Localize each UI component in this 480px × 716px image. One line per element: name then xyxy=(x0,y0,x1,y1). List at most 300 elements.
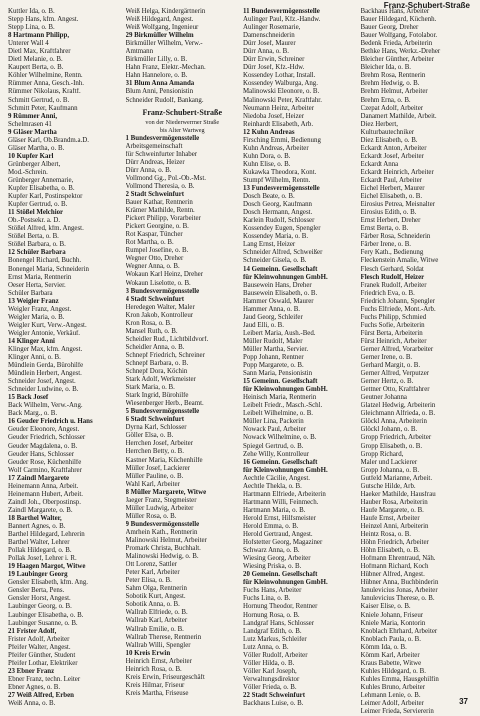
directory-entry: Weiß Anna, o. B. xyxy=(8,700,56,708)
directory-entry: Fleckenstein Amalie, Witwe xyxy=(360,257,439,265)
directory-entry: Kuhn Dora, o. B. xyxy=(243,152,291,160)
directory-entry: Gläser Karl, Ob.Brandm.a.D. xyxy=(8,136,89,144)
directory-entry: Kupfer Karl, Postinspektor xyxy=(8,193,83,201)
directory-entry: Hauber Rosa, Arbeiterin xyxy=(360,498,428,506)
directory-entry: Eckardt Anton, Arbeiter xyxy=(360,144,427,152)
directory-entry: Leibelt Friedr., Masch.-Schl. xyxy=(243,402,323,410)
directory-entry: Bauer Kathar, Rentnerin xyxy=(125,199,193,207)
directory-entry: Heinzel Anni, Arbeiterin xyxy=(360,523,429,530)
directory-entry: Hartmann Willi, Feinmech. xyxy=(243,498,319,506)
directory-entry: Dürr Anna, o. B. xyxy=(243,48,289,56)
directory-entry: Jaud Elli, o. B. xyxy=(243,321,284,329)
directory-entry: Landgraf Hans, Schlosser xyxy=(243,619,314,627)
directory-entry: Spiegel Gertrud, o. B. xyxy=(243,442,304,450)
directory-entry: Amrhein Kath., Rentnerin xyxy=(125,528,198,536)
street-subheading: bis Alter Wartweg xyxy=(159,126,205,134)
directory-entry: Gutsche Hilde, Arb. xyxy=(360,482,416,490)
directory-entry: Rumpel Josefine, o. B. xyxy=(125,247,189,255)
directory-entry: Zehe Willy, Kontrolleur xyxy=(243,450,309,458)
directory-entry: Lang Ernst, Heizer xyxy=(243,241,296,249)
column-4 xyxy=(361,8,475,716)
house-number-heading: 8 Hartmann Philipp, xyxy=(8,32,70,40)
directory-entry: Hartmann Maria, o. B. xyxy=(243,506,306,514)
directory-entry: Wallrab Willi, Spengler xyxy=(125,641,191,649)
directory-entry: Jaud Georg, Schleifer xyxy=(243,313,303,321)
directory-entry: Franek Rudolf, Arbeiter xyxy=(360,281,427,289)
directory-entry: Gensler Horst, Angest. xyxy=(8,595,71,603)
directory-entry: Backhaus Hans, Arbeiter xyxy=(360,8,430,15)
directory-entry: Bedenk Frieda, Arbeiterin xyxy=(360,40,433,48)
directory-entry: Stößel Berta, o. B. xyxy=(8,233,59,241)
directory-entry: Geuder Magdalena, o. B. xyxy=(8,442,78,450)
house-number-heading: 13 Fundesvermögensstelle xyxy=(243,185,320,193)
directory-entry: Weigler Antonie, Verkäuf. xyxy=(8,329,81,337)
directory-entry: Höhn Friedrich, Arbeiter xyxy=(360,539,429,547)
directory-entry: Unterer Wall 4 xyxy=(8,40,49,48)
house-number-heading: 15 Gemeinn. Gesellschaft xyxy=(243,378,318,386)
directory-entry: Weigler Maria, o. B. xyxy=(8,313,65,321)
directory-entry: Krämer Mathilde, Rentn. xyxy=(125,207,195,215)
directory-entry: Wallrab Therese, Rentnerin xyxy=(125,633,202,641)
directory-entry: Birkmüller Wilhelm, Verw.- xyxy=(125,40,203,48)
directory-entry: Glatzel Hedwig, Arbeiterin xyxy=(360,402,436,410)
directory-entry: Brehm Erna, o. B. xyxy=(360,96,411,104)
directory-entry: Wiesing Priska, o. B. xyxy=(243,563,302,571)
directory-entry: Schneider Alfred, Schweißer xyxy=(243,249,323,257)
directory-entry: Backhaus Luise, o. B. xyxy=(243,700,304,708)
directory-entry: Gerhard Margit, o. B. xyxy=(360,362,421,370)
directory-entry: Weigler Kurt, Verw.-Angest. xyxy=(8,321,87,329)
directory-entry: Barthel Hildegard, Lehrerin xyxy=(8,531,85,539)
directory-entry: Sobotik Anna, o. B. xyxy=(125,601,180,609)
directory-entry: Kniele Johann, Friseur xyxy=(360,611,424,619)
directory-entry: Göller Elsa, o. B. xyxy=(125,432,174,440)
directory-entry: Ernst Herbert, Dreher xyxy=(360,217,421,225)
directory-entry: Wallrab Karl, Arbeiter xyxy=(125,617,188,625)
directory-entry: Ebner Agnes, o. B. xyxy=(8,683,61,691)
directory-entry: Schüler Barbara xyxy=(8,289,53,297)
directory-entry: Mündlein Gerda, Bürohilfe xyxy=(8,362,84,370)
directory-entry: Kreis Erwin, Friseurgeschäft xyxy=(125,673,205,681)
directory-entry: Birkmüller Lilly, o. B. xyxy=(125,56,188,64)
directory-entry: Nowack Paul, Arbeiter xyxy=(243,426,306,434)
directory-entry: Aechtle Cäcilie, Angest. xyxy=(243,474,310,482)
directory-entry: Fuchs Elfriede, Mont.-Arb. xyxy=(360,305,436,313)
house-number-heading: 9 Gläser Martha xyxy=(8,128,57,136)
directory-entry: Peter Elisa, o. B. xyxy=(125,577,172,585)
directory-entry: Oeser Herta, Servier. xyxy=(8,281,66,289)
directory-entry: Müller Josef, Lackierer xyxy=(125,464,190,472)
house-number-heading: Flesch Rudolf, Heizer xyxy=(360,273,425,281)
house-number-heading: 22 Stadt Schweinfurt xyxy=(243,691,306,699)
directory-entry: Brehm Helmut, Arbeiter xyxy=(360,88,428,96)
directory-entry: Fürst Heinrich, Arbeiter xyxy=(360,337,427,345)
directory-entry: Aulinger Rosemarie, xyxy=(243,24,301,32)
directory-entry: Niedoba Josef, Heizer xyxy=(243,112,305,120)
directory-entry: Schneider Gisela, o. B. xyxy=(243,257,307,265)
directory-entry: Rümmer Nikolaus, Kraftf. xyxy=(8,88,81,96)
directory-entry: Ernst Berta, o. B. xyxy=(360,225,409,233)
directory-entry: Schnepf Friedrich, Schreiner xyxy=(125,351,205,359)
directory-entry: Lehmann Lenie, o. B. xyxy=(360,691,421,699)
directory-entry: Stepp Lina, o. B. xyxy=(8,24,55,32)
house-number-heading: 13 Weigler Franz xyxy=(8,297,59,305)
directory-entry: Stößel Barbara, o. B. xyxy=(8,241,66,249)
directory-entry: Weiß Wolfgang, Ingenieur xyxy=(125,24,199,32)
directory-entry: Kniele Maria, Kontorin xyxy=(360,619,426,627)
directory-entry: Bauer Wolfgang, Fotolabor. xyxy=(360,32,438,40)
directory-entry: Müller Lina, Packerin xyxy=(243,418,304,426)
directory-entry: Firsching Emmi, Bedienung xyxy=(243,136,321,144)
directory-entry: Heredegen Walter, Maler xyxy=(125,303,195,311)
directory-entry: Barthel Walter, Lehrer xyxy=(8,539,70,547)
directory-entry: Grünberger Albert, xyxy=(8,160,61,168)
house-number-heading: 5 Bundesvermögensstelle xyxy=(125,408,200,416)
directory-entry: Aulinger Paul, Kfz.-Handw. xyxy=(243,16,321,24)
directory-entry: Stark Ingrid, Bürohilfe xyxy=(125,392,189,400)
directory-entry: Wolf Carmino, Kraftfahrer xyxy=(8,466,82,474)
directory-entry: Landgraf Edith, o. B. xyxy=(243,627,302,635)
directory-entry: Eichel Herbert, Maurer xyxy=(360,185,425,193)
house-number-heading: 21 Frister Adolf, xyxy=(8,627,57,635)
directory-entry: Arbeitsgemeinschaft xyxy=(125,142,183,150)
directory-entry: Ob.-Postsekr. a. D. xyxy=(8,217,61,225)
directory-entry: Eirosius Petrea, Meisnalter xyxy=(360,201,435,209)
column-2 xyxy=(126,8,240,716)
house-number-heading: 20 Gemeinn. Gesellschaft xyxy=(243,571,318,579)
directory-entry: Malinowski Eleonore, o. B. xyxy=(243,88,320,96)
column-1 xyxy=(8,8,122,716)
directory-entry: Geuder Hans, Schlosser xyxy=(8,450,75,458)
directory-entry: Rümmer Anna, Gesch.-Inh. xyxy=(8,80,84,88)
directory-entry: Dürr Josef, Maurer xyxy=(243,40,296,48)
directory-entry: Laubinger Susanne, o. B. xyxy=(8,619,78,627)
house-number-heading: 8 Müller Margarete, Witwe xyxy=(125,488,207,496)
directory-entry: Schmitt Gertrud, o. B. xyxy=(8,96,70,104)
house-number-heading: 31 Blum Anna Amanda xyxy=(125,80,195,88)
directory-entry: Färber Rosa, Schneiderin xyxy=(360,233,431,241)
directory-entry: Völler Karl Joseph, xyxy=(243,667,297,675)
directory-entry: Bannert Agnes, o. B. xyxy=(8,523,66,530)
page-number: 37 xyxy=(459,697,468,706)
house-number-heading: 10 Kreis Erwin xyxy=(125,649,171,657)
directory-entry: Danamert Mathilde, Arbeit. xyxy=(360,112,437,120)
directory-entry: Wiesenberger Herb., Beamt. xyxy=(125,400,204,408)
directory-entry: Haufe Margarete, o. B. xyxy=(360,506,424,514)
directory-entry: Lutz Anna, o. B. xyxy=(243,643,289,651)
directory-entry: Bonengel Maria, Schneiderin xyxy=(8,265,89,273)
directory-entry: Wegner Otto, Dreher xyxy=(125,255,184,263)
directory-entry: Ebner Franz, techn. Leiter xyxy=(8,675,81,683)
directory-entry: Ernst Maria, Rentnerin xyxy=(8,273,72,281)
directory-entry: Kömm Ida, o. B. xyxy=(360,643,407,651)
directory-entry: Kron Rosa, o. B. xyxy=(125,319,172,327)
directory-entry: Müller Ludwig, Arbeiter xyxy=(125,504,194,512)
directory-entry: Amtmann xyxy=(125,48,154,56)
directory-entry: Hornung Rosa, o. B. xyxy=(243,611,300,619)
directory-entry: Geuder Eleonore, Angest. xyxy=(8,426,80,434)
running-head: Franz-Schubert-Straße xyxy=(383,1,470,10)
house-number-heading: für Kleinwohnungen GmbH. xyxy=(243,466,328,474)
directory-entry: Schneider Josef, Angest. xyxy=(8,378,76,386)
directory-entry: Haeker Mathilde, Hausfrau xyxy=(360,490,436,498)
directory-entry: Pickert Philipp, Vorarbeiter xyxy=(125,215,201,223)
house-number-heading: 14 Klinger Anni xyxy=(8,337,55,345)
directory-entry: Mansel Ruth, o. B. xyxy=(125,327,178,335)
directory-entry: Wallrab Emilie, o. B. xyxy=(125,625,184,633)
directory-entry: Zaindl Margarete, o. B. xyxy=(8,506,73,514)
directory-entry: Hammer Oswald, Maurer xyxy=(243,297,314,305)
directory-entry: Gerner Irene, o. B. xyxy=(360,354,413,362)
directory-entry: Pfeifer Lothar, Elektriker xyxy=(8,659,78,667)
directory-entry: Kossendey Maria, o. B. xyxy=(243,233,309,241)
directory-entry: Völler Rudolf, Arbeiter xyxy=(243,651,308,659)
directory-entry: Völler Frieda, o. B. xyxy=(243,683,297,691)
house-number-heading: 10 Kupfer Karl xyxy=(8,152,54,160)
directory-entry: Kuhn Andreas, Arbeiter xyxy=(243,144,309,152)
house-number-heading: 11 Bundesvermögensstelle xyxy=(243,8,320,15)
directory-entry: Vollmond Theresia, o. B. xyxy=(125,182,195,190)
directory-entry: Jaeger Franz, Stegmeister xyxy=(125,496,197,504)
directory-entry: Herold Ernst, Hilfsmeister xyxy=(243,514,316,522)
directory-entry: Malinowski Peter, Kraftfahr. xyxy=(243,96,322,104)
directory-entry: Dosch Beate, o. B. xyxy=(243,193,295,201)
directory-entry: Gleichmann Alfrieda, o. B. xyxy=(360,410,436,418)
directory-entry: Blum Anni, Pensionistin xyxy=(125,88,194,96)
house-number-heading: 19 Haagen Margot, Witwe xyxy=(8,563,86,571)
directory-entry: Kreis Hilmar, Friseur xyxy=(125,681,185,689)
directory-entry: Schmitt Peter, Kaufmann xyxy=(8,104,78,112)
directory-entry: Gettner Otto, Kraftfahrer xyxy=(360,386,430,394)
directory-entry: Kulturbautechniker xyxy=(360,128,415,136)
directory-entry: Kuhn Elise, o. B. xyxy=(243,160,291,168)
house-number-heading: 18 Barthel Walter, xyxy=(8,514,62,522)
directory-entry: Zaindl Joh., Oberpostinsp. xyxy=(8,498,81,506)
directory-entry: Kaiser Elise, o. B. xyxy=(360,603,411,611)
directory-entry: Aechtle Thekla, o. B. xyxy=(243,482,302,490)
directory-entry: Gropp Johanna, o. B. xyxy=(360,466,420,474)
directory-entry: Maler und Lackierer xyxy=(360,458,418,466)
directory-entry: Glöckl Johann, o. B. xyxy=(360,426,418,434)
directory-entry: Haufe Ernst, Arbeiter xyxy=(360,514,420,522)
directory-entry: Kossendey Eugen, Spengler xyxy=(243,225,321,233)
house-number-heading: 9 Rümmer Anni, xyxy=(8,112,58,120)
directory-entry: Wahl Karl, Arbeiter xyxy=(125,480,180,488)
directory-entry: Gerner Alfred, Verputzer xyxy=(360,370,430,378)
directory-entry: Kastner Maria, Küchenhilfe xyxy=(125,456,203,464)
directory-entry: Fuchs Lina, o. B. xyxy=(243,595,291,603)
directory-entry: Karlein Rudolf, Schlosser xyxy=(243,217,315,225)
directory-entry: Hammer Anna, o. B. xyxy=(243,305,301,313)
directory-entry: Müller Rosa, o. B. xyxy=(125,512,177,520)
directory-entry: Back Marg., o. B. xyxy=(8,410,58,418)
directory-entry: Müller Pauline, o. B. xyxy=(125,472,184,480)
directory-entry: Dürr Andreas, Heizer xyxy=(125,158,185,166)
directory-entry: Geuder Friedrich, Schlosser xyxy=(8,434,86,442)
directory-entry: Kaupert Berta, o. B. xyxy=(8,64,64,72)
directory-entry: Bauer Hildegard, Küchenh. xyxy=(360,16,437,24)
directory-entry: Nowack Wilhelmine, o. B. xyxy=(243,434,317,442)
directory-entry: Rot Martha, o. B. xyxy=(125,239,174,247)
house-number-heading: 16 Gemeinn. Gesellschaft xyxy=(243,458,318,466)
directory-entry: Fürst Berta, Arbeiterin xyxy=(360,329,423,337)
directory-entry: Laubinger Georg, o. B. xyxy=(8,603,72,611)
directory-entry: Kuhles Hildegard, o. B. xyxy=(360,667,426,675)
directory-entry: Hofmann Richard, Koch xyxy=(360,563,429,571)
directory-entry: Herold Emma, o. B. xyxy=(243,523,299,530)
directory-entry: Brehm Hedwig, o. B. xyxy=(360,80,420,88)
directory-entry: Gensler Elisabeth, kfm. Ang. xyxy=(8,579,88,587)
directory-entry: Leimer Adolf, Arbeiter xyxy=(360,700,424,708)
directory-entry: Eckardt Josef, Arbeiter xyxy=(360,152,424,160)
directory-entry: Gläser Martha, o. B. xyxy=(8,144,65,152)
directory-entry: Damenschneiderin xyxy=(243,32,295,40)
directory-entry: Färber Irene, o. B. xyxy=(360,241,412,249)
house-number-heading: für Kleinwohnungen GmbH. xyxy=(243,579,328,587)
directory-entry: Brehm Rosa, Rentnerin xyxy=(360,72,426,80)
directory-entry: Gensler Berta, Pens. xyxy=(8,587,65,595)
directory-entry: Heinrich Ernst, Arbeiter xyxy=(125,657,192,665)
directory-entry: Janulevicius Therese, o. B. xyxy=(360,595,435,603)
house-number-heading: 29 Birkmüller Wilhelm xyxy=(125,32,194,40)
directory-entry: Hofmann Ehrentraud, Näh. xyxy=(360,555,436,563)
house-number-heading: 1 Bundesvermögensstelle xyxy=(125,134,200,142)
directory-entry: Eckardt Anna xyxy=(360,160,399,168)
directory-entry: Gropp Friedrich, Arbeiter xyxy=(360,434,432,442)
house-number-heading: 6 Stadt Schweinfurt xyxy=(125,416,185,424)
directory-entry: Sobotik Kurt, Angest. xyxy=(125,593,186,601)
house-number-heading: 27 Weiß Alfred, Erben xyxy=(8,691,74,699)
directory-entry: Fuchs Sofie, Arbeiterin xyxy=(360,321,425,329)
directory-entry: Kron Jakob, Kontrolleur xyxy=(125,311,194,319)
directory-entry: Schwarz Anna, o. B. xyxy=(243,547,300,555)
directory-entry: Bonengel Richard, Buchh. xyxy=(8,257,82,265)
directory-entry: Gropp Elisabeth, o. B. xyxy=(360,442,423,450)
directory-entry: Eckardt Paul, Arbeiter xyxy=(360,176,422,184)
directory-entry: Weigler Franz, Angest. xyxy=(8,305,72,313)
directory-entry: Stepp Hans, kfm. Angest. xyxy=(8,16,79,24)
directory-entry: Schnepf Barbara, o. B. xyxy=(125,359,189,367)
directory-entry: Wallrab Elfriede, o. B. xyxy=(125,609,188,617)
directory-entry: Dosch Hermann, Angest. xyxy=(243,209,313,217)
directory-entry: Geuder Rose, Küchenhilfe xyxy=(8,458,82,466)
directory-entry: Dürr Josef, Kfz.-Hdw. xyxy=(243,64,305,72)
directory-entry: Glöckl Anna, Arbeiterin xyxy=(360,418,427,426)
directory-entry: Schnepf Dora, Köchin xyxy=(125,368,188,376)
directory-entry: Scheidler Anna, o. B. xyxy=(125,343,185,351)
directory-entry: Popp Margarete, o. B. xyxy=(243,362,304,370)
directory-entry: Kuhles Bruno, Arbeiter xyxy=(360,683,425,691)
directory-entry: Kömm Karl, Arbeiter xyxy=(360,651,420,659)
directory-entry: Sahm Olga, Rentnerin xyxy=(125,585,187,593)
directory-entry: Bleicher Ida, o. B. xyxy=(360,64,412,72)
directory-entry: Knoblach Ehrhard, Arbeiter xyxy=(360,627,438,635)
directory-entry: Rot Kaspar, Tüncher xyxy=(125,231,183,239)
house-number-heading: 4 Stadt Schweinfurt xyxy=(125,295,185,303)
directory-entry: Kreis Martha, Friseuse xyxy=(125,689,189,697)
directory-entry: Laubinger Elisabetha, o. B. xyxy=(8,611,84,619)
directory-entry: Schelmrasen 41 xyxy=(8,120,52,128)
directory-entry: Hübner Anna, Buchbinderin xyxy=(360,579,439,587)
directory-entry: Leimer Frieda, Serviererin xyxy=(360,708,434,716)
column-3 xyxy=(243,8,357,716)
directory-entry: Pfeifer Walter, Angest. xyxy=(8,643,71,651)
directory-entry: Scheidler Rud., Lichtbildvorf. xyxy=(125,335,209,343)
directory-entry: Kupfer Gertrud, o. B. xyxy=(8,201,68,209)
directory-entry: Bleicher Günther, Arbeiter xyxy=(360,56,434,64)
directory-entry: Müller Martha, Servier. xyxy=(243,345,309,353)
directory-entry: Geutner Johanna xyxy=(360,394,407,402)
directory-entry: Friedrich Eva, o. B. xyxy=(360,289,415,297)
directory-entry: Lutz Markus, Schleifer xyxy=(243,635,307,643)
directory-entry: Kuttler Ida, o. B. xyxy=(8,8,55,15)
directory-entry: Neumann Heinz, Arbeiter xyxy=(243,104,314,112)
directory-entry: Weiß Helga, Kindergärtnerin xyxy=(125,8,206,15)
directory-entry: Reinhardt Elisabeth, Arb. xyxy=(243,120,314,128)
directory-entry: Wokaun Liselotte, o. B. xyxy=(125,279,191,287)
directory-entry: Heintz Rosa, o. B. xyxy=(360,531,412,539)
directory-entry: Verwaltungsdirektor xyxy=(243,675,300,683)
directory-entry: Herrchen Betty, o. B. xyxy=(125,448,184,456)
directory-entry: Kukawka Theodora, Kont. xyxy=(243,168,317,176)
directory-entry: Hofstetter Georg, Magaziner xyxy=(243,539,323,547)
house-number-heading: 15 Back Josef xyxy=(8,394,49,402)
directory-entry: Bausewein Hans, Dreher xyxy=(243,281,312,289)
directory-entry: Promark Christa, Buchhalt. xyxy=(125,545,201,553)
directory-entry: Stößel Alfred, kfm. Angest. xyxy=(8,225,84,233)
directory-entry: Herold Gertraud, Angest. xyxy=(243,531,313,539)
house-number-heading: 19 Laubinger Georg xyxy=(8,571,68,579)
directory-entry: Dosch Georg, Kaufmann xyxy=(243,201,312,209)
directory-entry: Völler Hilda, o. B. xyxy=(243,659,295,667)
directory-entry: Kupfer Elisabetha, o. B. xyxy=(8,185,75,193)
directory-entry: Eichel Elisabeth, o. B. xyxy=(360,193,423,201)
house-number-heading: 17 Zaindl Margarete xyxy=(8,474,70,482)
directory-entry: Leibert Maria, Aush.-Bed. xyxy=(243,329,316,337)
directory-entry: Klinger Max, kfm. Angest. xyxy=(8,345,83,353)
house-number-heading: 9 Bundesvermögensstelle xyxy=(125,520,200,528)
directory-entry: Bausewein Elisabeth, o. B. xyxy=(243,289,318,297)
directory-entry: Malinowski Hedwig, o. B. xyxy=(125,553,199,561)
house-number-heading: 12 Schüler Barbara xyxy=(8,249,66,257)
directory-entry: Diez Elisabeth, o. B. xyxy=(360,136,418,144)
directory-entry: Gerner Alfred, Vorarbeiter xyxy=(360,345,434,353)
directory-entry: Herrchen Josef, Arbeiter xyxy=(125,440,194,448)
directory-entry: Ott Lorenz, Sattler xyxy=(125,561,177,569)
directory-entry: Hahn Hannelore, o. B. xyxy=(125,72,188,80)
house-number-heading: für Kleinwohnungen GmbH. xyxy=(243,273,328,281)
directory-entry: Stark Adolf, Werkmeister xyxy=(125,376,196,384)
house-number-heading: 12 Kuhn Andreas xyxy=(243,128,295,136)
directory-entry: Hartmann Elfriede, Arbeiterin xyxy=(243,490,326,498)
directory-entry: Popp Johann, Rentner xyxy=(243,354,304,362)
directory-entry: Gutfeld Marianne, Arbeit. xyxy=(360,474,433,482)
directory-entry: Bauer Georg, Dreher xyxy=(360,24,419,32)
directory-entry: Dürr Anna, o. B. xyxy=(125,166,172,174)
house-number-heading: 3 Bundesvermögensstelle xyxy=(125,287,200,295)
directory-entry: Vollmond Gg., Pol.-Ob.-Mst. xyxy=(125,174,206,182)
directory-entry: Czepat Adolf, Arbeiter xyxy=(360,104,424,112)
directory-entry: Wokaun Karl Heinz, Dreher xyxy=(125,271,204,279)
directory-entry: Hahn Franz, Elektr.-Mechan. xyxy=(125,64,206,72)
directory-entry: Kossendey Walburga, Ang. xyxy=(243,80,318,88)
directory-entry: Fery Kath., Bedienung xyxy=(360,249,424,257)
house-number-heading: 16 Geuder Friedrich u. Hans xyxy=(8,418,93,426)
directory-entry: Heinemann Anna, Arbeit. xyxy=(8,482,79,490)
directory-entry: Kuhles Emma, Hausgehilfin xyxy=(360,675,439,683)
house-number-heading: 23 Ebner Franz xyxy=(8,667,55,675)
directory-entry: Malinowski Helmut, Arbeiter xyxy=(125,537,207,544)
